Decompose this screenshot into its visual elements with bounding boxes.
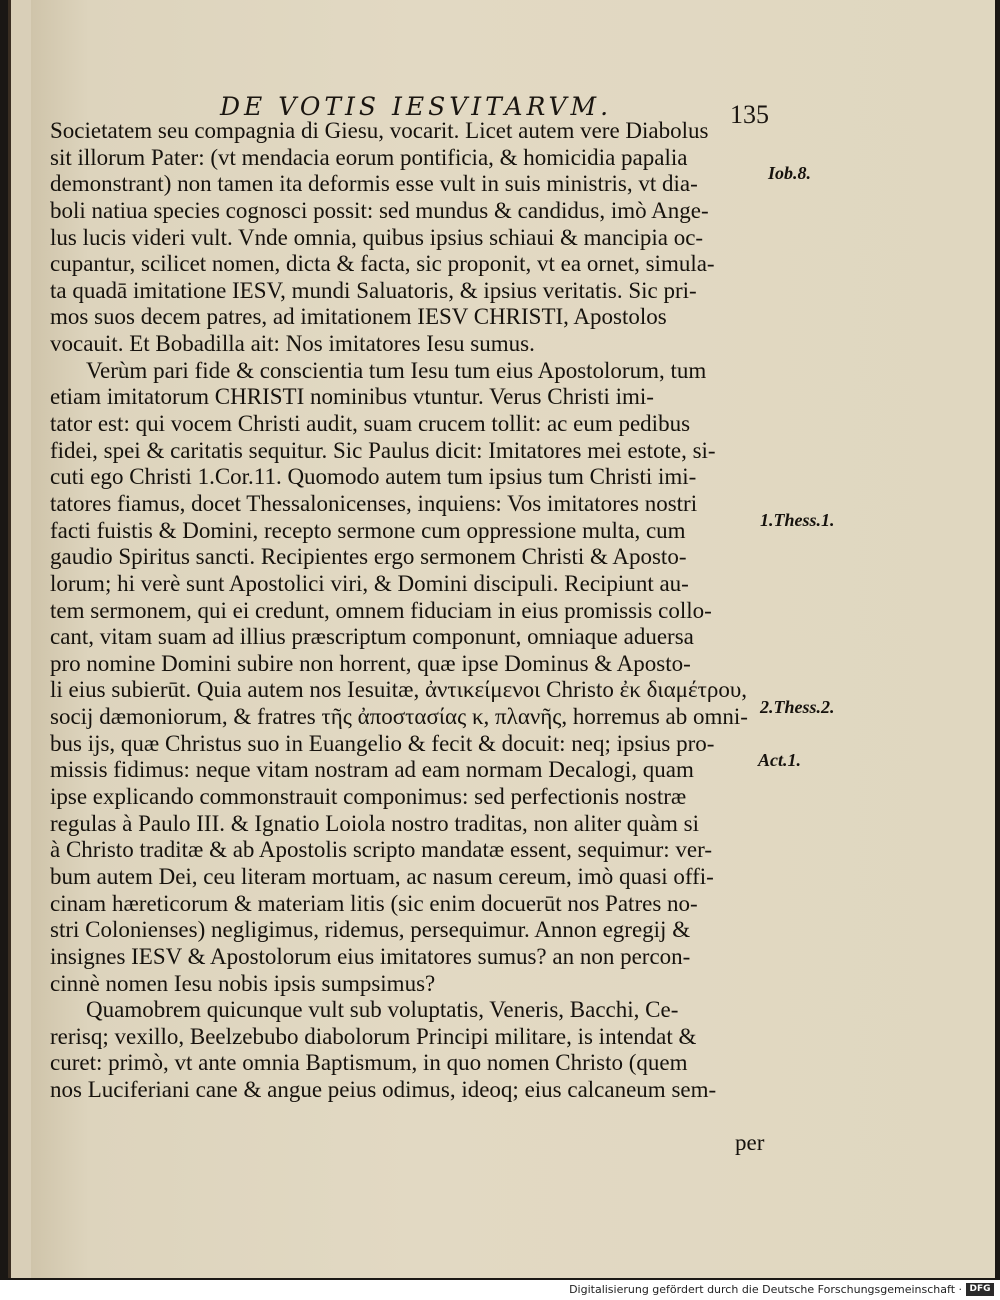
text-line: facti fuistis & Domini, recepto sermone cum oppressione multa, cum [50, 517, 686, 543]
text-line: ta quadā imitatione IESV, mundi Saluatoris, & ipsius veritatis. Sic pri- [50, 277, 697, 303]
text-line: mos suos decem patres, ad imitationem IESV CHRISTI, Apostolos [50, 304, 667, 330]
page-number: 135 [730, 100, 769, 129]
text-line: ipse explicando commonstrauit componimus: sed perfectionis nostræ [50, 784, 687, 810]
text-line: lus lucis videri vult. Vnde omnia, quibus ipsius schiaui & mancipia oc- [50, 224, 704, 250]
text-line: à Christo traditæ & ab Apostolis scripto mandatæ essent, sequimur: ver- [50, 837, 712, 863]
text-line: cupantur, scilicet nomen, dicta & facta, sic proponit, vt ea ornet, simula- [50, 251, 715, 277]
marginal-note: 2.Thess.2. [760, 697, 835, 717]
text-line: tem sermonem, qui ei credunt, omnem fiduciam in eius promissis collo- [50, 597, 712, 623]
text-line: bus ijs, quæ Christus suo in Euangelio & fecit & docuit: neq; ipsius pro- [50, 730, 715, 756]
funding-credit: Digitalisierung gefördert durch die Deutsche Forschungsgemeinschaft · [569, 1283, 962, 1296]
text-line: regulas à Paulo III. & Ignatio Loiola nostro traditas, non aliter quàm si [50, 810, 699, 836]
text-line: insignes IESV & Apostolorum eius imitatores sumus? an non percon- [50, 943, 691, 969]
text-line: cinnè nomen Iesu nobis ipsis sumpsimus? [50, 970, 436, 996]
text-line: Verùm pari fide & conscientia tum Iesu tum eius Apostolorum, tum [86, 357, 707, 383]
body-text [50, 118, 760, 1104]
text-line: rerisq; vexillo, Beelzebubo diabolorum Principi militare, is intendat & [50, 1023, 697, 1049]
marginal-note: 1.Thess.1. [760, 510, 835, 530]
dfg-logo-icon: DFG [966, 1283, 994, 1296]
text-line: cuti ego Christi 1.Cor.11. Quomodo autem tum ipsius tum Christi imi- [50, 464, 697, 490]
text-line: tatores fiamus, docet Thessalonicenses, inquiens: Vos imitatores nostri [50, 490, 698, 516]
text-line: bum autem Dei, ceu literam mortuam, ac nasum cereum, imò quasi offi- [50, 863, 714, 889]
text-line: pro nomine Domini subire non horrent, quæ ipse Dominus & Aposto- [50, 650, 691, 676]
text-line: Societatem seu compagnia di Giesu, vocarit. Licet autem vere Diabolus [50, 118, 709, 143]
text-line: demonstrant) non tamen ita deformis esse vult in suis ministris, vt dia- [50, 171, 698, 197]
text-line: lorum; hi verè sunt Apostolici viri, & Domini discipuli. Recipiunt au- [50, 570, 689, 596]
text-line: sit illorum Pater: (vt mendacia eorum pontificia, & homicidia papalia [50, 144, 688, 170]
text-line: stri Colonienses) negligimus, ridemus, persequimur. Annon egregij & [50, 917, 691, 943]
text-line: curet: primò, vt ante omnia Baptismum, in quo nomen Christo (quem [50, 1050, 688, 1076]
text-line: boli natiua species cognosci possit: sed mundus & candidus, imò Ange- [50, 197, 709, 223]
text-line: etiam imitatorum CHRISTI nominibus vtuntur. Verus Christi imi- [50, 384, 654, 410]
footer-bar [0, 1280, 1000, 1300]
running-head: DE VOTIS IESVITARVM. [220, 92, 613, 121]
text-line: li eius subierūt. Quia autem nos Iesuitæ, ἀντικείμενοι Christo ἐκ διαμέτρου, [50, 677, 748, 703]
text-line: vocauit. Et Bobadilla ait: Nos imitatores Iesu sumus. [50, 331, 535, 357]
text-line: cinam hæreticorum & materiam litis (sic enim docuerūt nos Patres no- [50, 890, 698, 916]
text-line: gaudio Spiritus sancti. Recipientes ergo sermonem Christi & Aposto- [50, 544, 687, 570]
text-line: fidei, spei & caritatis sequitur. Sic Paulus dicit: Imitatores mei estote, si- [50, 437, 716, 463]
marginal-note: Iob.8. [768, 163, 812, 183]
text-line: missis fidimus: neque vitam nostram ad eam normam Decalogi, quam [50, 757, 694, 783]
text-line: socij dæmoniorum, & fratres τῆς ἀποστασίας κ, πλανῆς, horremus ab omni- [50, 704, 748, 730]
marginal-note: Act.1. [758, 750, 801, 770]
text-line: tator est: qui vocem Christi audit, suam crucem tollit: ac eum pedibus [50, 411, 691, 437]
text-line: cant, vitam suam ad illius præscriptum componunt, omniaque aduersa [50, 624, 694, 650]
catchword: per [735, 1130, 765, 1155]
text-line: Quamobrem quicunque vult sub voluptatis, Veneris, Bacchi, Ce- [86, 997, 679, 1023]
text-line: nos Luciferiani cane & angue peius odimus, ideoq; eius calcaneum sem- [50, 1077, 717, 1103]
